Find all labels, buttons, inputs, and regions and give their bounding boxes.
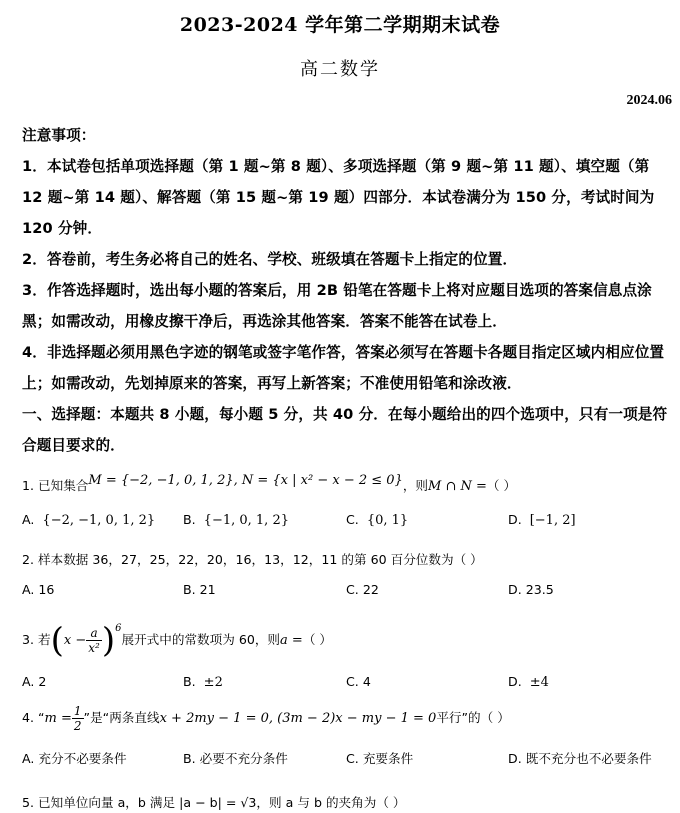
instructions <box>22 120 674 461</box>
option-d: D. ±4 <box>508 674 549 690</box>
fraction: $\frac{a}{\text{x²}}$ <box>88 626 100 656</box>
option-b: B. ±2 <box>183 674 223 690</box>
exam-title: 2023-2024 学年第二学期期末试卷 <box>179 14 501 36</box>
note-item-2: 2．答卷前，考生务必将自己的姓名、学校、班级填在答题卡上指定的位置． <box>22 251 518 268</box>
option-c: C. 充要条件 <box>346 751 414 766</box>
question-2-options <box>22 582 677 602</box>
question-1-sets: M = {−2, −1, 0, 1, 2}, N = {x | x² − x − 2 ≤ 0} <box>88 473 403 488</box>
option-a: A. 2 <box>22 674 47 689</box>
question-2-stem: 2. 样本数据 36，27，25，22，20，16，13，12，11 的第 60 百分位数为（ ） <box>22 552 483 567</box>
question-3-options <box>22 674 677 694</box>
option-d: D. 23.5 <box>508 582 554 597</box>
option-a: A. 16 <box>22 582 55 597</box>
option-c: C. 4 <box>346 674 371 689</box>
exam-subtitle: 高二数学 <box>300 59 380 80</box>
note-item-4: 4．非选择题必须用黑色字迹的钢笔或签字笔作答，答案必须写在答题卡各题目指定区域内相应位置上；如需改动，先划掉原来的答案，再写上新答案；不准使用铅笔和涂改液． <box>22 344 665 392</box>
option-d: D. [−1, 2] <box>508 512 576 528</box>
option-b: B. {−1, 0, 1, 2} <box>183 512 289 528</box>
option-d: D. 既不充分也不必要条件 <box>508 751 652 766</box>
exam-date: 2024.06 <box>626 93 672 108</box>
option-c: C. {0, 1} <box>346 512 409 528</box>
question-5-stem: 5. 已知单位向量 a，b 满足 |a − b| = √3，则 a 与 b 的夹角为（ ） <box>22 795 406 810</box>
note-item-1: 1．本试卷包括单项选择题（第 1 题~第 8 题）、多项选择题（第 9 题~第 11 题）、填空题（第 12 题~第 14 题）、解答题（第 15 题~第 19 题）四部分．本试卷满分为 150 分，考试时间为 120 分钟． <box>22 158 655 237</box>
option-c: C. 22 <box>346 582 379 597</box>
question-1-stem: 1. 已知集合M = {−2, −1, 0, 1, 2}, N = {x | x² − x − 2 ≤ 0}，则M ∩ N =（ ） <box>22 473 517 494</box>
question-1-options <box>22 512 677 532</box>
option-b: B. 21 <box>183 582 216 597</box>
notes-heading: 注意事项： <box>22 127 96 144</box>
option-a: A. 充分不必要条件 <box>22 751 127 766</box>
fraction: $\frac{1}{2}$ <box>73 704 82 733</box>
option-b: B. 必要不充分条件 <box>183 751 288 766</box>
section-heading: 一、选择题：本题共 8 小题，每小题 5 分，共 40 分．在每小题给出的四个选项中，只有一项是符合题目要求的． <box>22 406 668 454</box>
question-3-stem: 3. 若(x − $\frac{a}{\text{x²}}$ )$^6$展开式中的常数项为 60，则a =（ ） <box>22 620 333 661</box>
note-item-3: 3．作答选择题时，选出每小题的答案后，用 2B 铅笔在答题卡上将对应题目选项的答案信息点涂黑；如需改动，用橡皮擦干净后，再选涂其他答案．答案不能答在试卷上． <box>22 282 652 330</box>
question-4-stem: 4. “m = $\frac{1}{2}$ ”是“两条直线x + 2my − 1 = 0, (3m − 2)x − my − 1 = 0平行”的（ ） <box>22 704 510 733</box>
question-4-options <box>22 748 677 768</box>
option-a: A. {−2, −1, 0, 1, 2} <box>22 512 156 528</box>
